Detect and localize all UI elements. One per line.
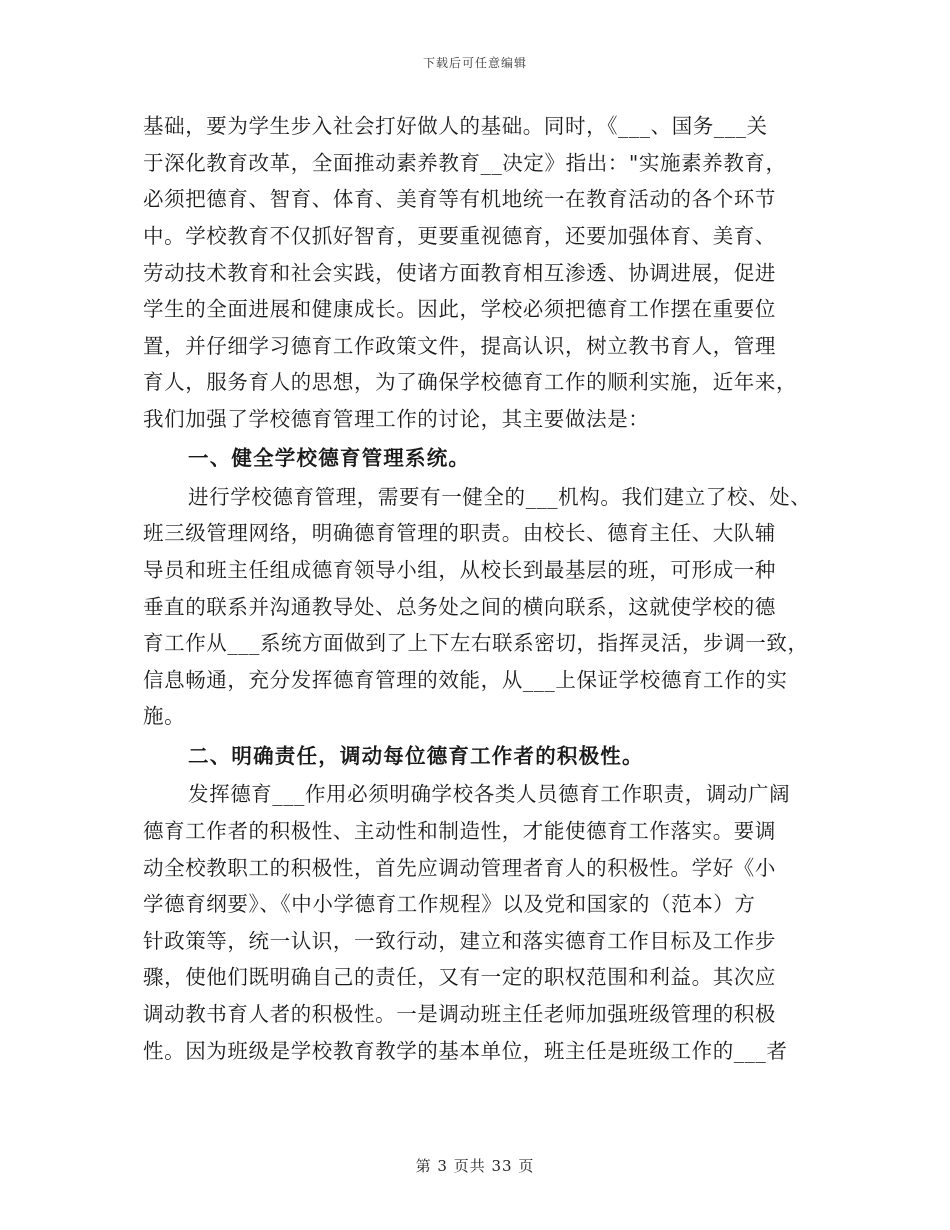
paragraph-line: 德育工作者的积极性、主动性和制造性，才能使德育工作落实。要调 (143, 819, 776, 843)
paragraph-line: 垂直的联系并沟通教导处、总务处之间的横向联系，这就使学校的德 (143, 595, 776, 619)
paragraph-line: 针政策等，统一认识，一致行动，建立和落实德育工作目标及工作步 (143, 929, 776, 953)
paragraph-line: 必须把德育、智育、体育、美育等有机地统一在教育活动的各个环节 (143, 187, 776, 211)
paragraph-line: 劳动技术教育和社会实践，使诸方面教育相互渗透、协调进展，促进 (143, 261, 776, 285)
paragraph-line: 发挥德育___作用必须明确学校各类人员德育工作职责，调动广阔 (188, 782, 791, 806)
paragraph-line: 我们加强了学校德育管理工作的讨论，其主要做法是： (143, 407, 650, 431)
paragraph-line: 学德育纲要》、《中小学德育工作规程》以及党和国家的（范本）方 (143, 892, 756, 916)
paragraph-line: 信息畅通，充分发挥德育管理的效能，从___上保证学校德育工作的实 (143, 668, 788, 692)
paragraph-line: 施。 (143, 704, 186, 728)
paragraph-line: 性。因为班级是学校教育教学的基本单位，班主任是班级工作的___者 (143, 1039, 788, 1063)
paragraph-line: 基础，要为学生步入社会打好做人的基础。同时，《___、国务___关 (143, 114, 768, 138)
paragraph-line: 学生的全面进展和健康成长。因此，学校必须把德育工作摆在重要位 (143, 297, 776, 321)
paragraph-line: 中。学校教育不仅抓好智育，更要重视德育，还要加强体育、美育、 (143, 224, 776, 248)
paragraph-line: 动全校教职工的积极性，首先应调动管理者育人的积极性。学好《小 (143, 856, 776, 880)
page-header: 下载后可任意编辑 (422, 56, 527, 70)
paragraph-line: 置，并仔细学习德育工作政策文件，提高认识，树立教书育人，管理 (143, 334, 776, 358)
paragraph-line: 班三级管理网络，明确德育管理的职责。由校长、德育主任、大队辅 (143, 521, 776, 545)
paragraph-line: 育人，服务育人的思想，为了确保学校德育工作的顺利实施，近年来， (143, 370, 798, 394)
paragraph-line: 于深化教育改革，全面推动素养教育__决定》指出："实施素养教育， (143, 151, 787, 175)
paragraph-line: 骤，使他们既明确自己的责任，又有一定的职权范围和利益。其次应 (143, 965, 776, 989)
paragraph-line: 育工作从___系统方面做到了上下左右联系密切，指挥灵活，步调一致， (143, 631, 809, 655)
page-footer: 第 3 页共 33 页 (415, 1157, 535, 1175)
paragraph-line: 导员和班主任组成德育领导小组，从校长到最基层的班，可形成一种 (143, 558, 776, 582)
paragraph-line: 调动教书育人者的积极性。一是调动班主任老师加强班级管理的积极 (143, 1002, 776, 1026)
section-heading: 一、健全学校德育管理系统。 (188, 446, 471, 470)
section-heading: 二、明确责任，调动每位德育工作者的积极性。 (188, 744, 644, 768)
paragraph-line: 进行学校德育管理，需要有一健全的___机构。我们建立了校、处、 (188, 485, 812, 509)
